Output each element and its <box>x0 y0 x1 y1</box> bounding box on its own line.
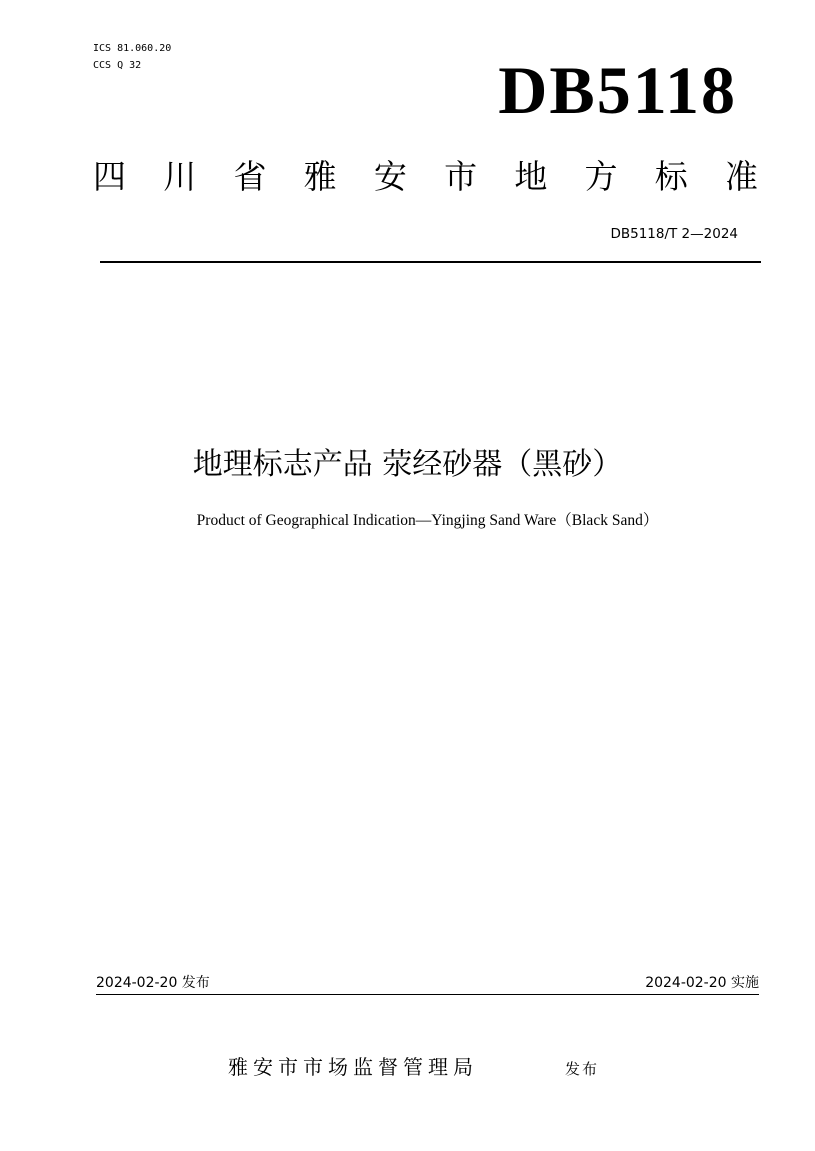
standard-name-char: 雅 <box>303 157 337 196</box>
standard-name-char: 准 <box>724 157 758 196</box>
document-title: 地理标志产品 荥经砂器（黑砂） <box>192 447 623 482</box>
publish-label: 发布 <box>565 1060 600 1078</box>
standard-name-char: 地 <box>514 157 548 196</box>
standard-logo-code: DB5118 <box>498 52 737 128</box>
standard-name-char: 市 <box>444 157 478 196</box>
classification-codes <box>93 40 171 74</box>
ics-code: ICS 81.060.20 <box>93 43 172 54</box>
issue-date: 2024-02-20 发布 <box>96 975 210 991</box>
document-title-english: Product of Geographical Indication—Yingjing Sand Ware（Black Sand） <box>196 512 659 529</box>
standard-name-char: 四 <box>93 157 126 196</box>
standard-name-char: 川 <box>163 157 197 196</box>
standard-name-char: 安 <box>373 157 407 196</box>
standard-number: DB5118/T 2—2024 <box>610 226 738 242</box>
standard-category-name <box>93 155 758 199</box>
standard-name-char: 省 <box>233 157 267 196</box>
ccs-code: CCS Q 32 <box>93 60 142 71</box>
standard-name-char: 方 <box>584 157 618 196</box>
publishing-authority: 雅安市市场监督管理局 <box>228 1055 478 1079</box>
implementation-date: 2024-02-20 实施 <box>645 975 759 991</box>
standard-name-char: 标 <box>654 157 688 196</box>
footer-divider <box>96 994 759 995</box>
header-divider <box>100 261 761 263</box>
